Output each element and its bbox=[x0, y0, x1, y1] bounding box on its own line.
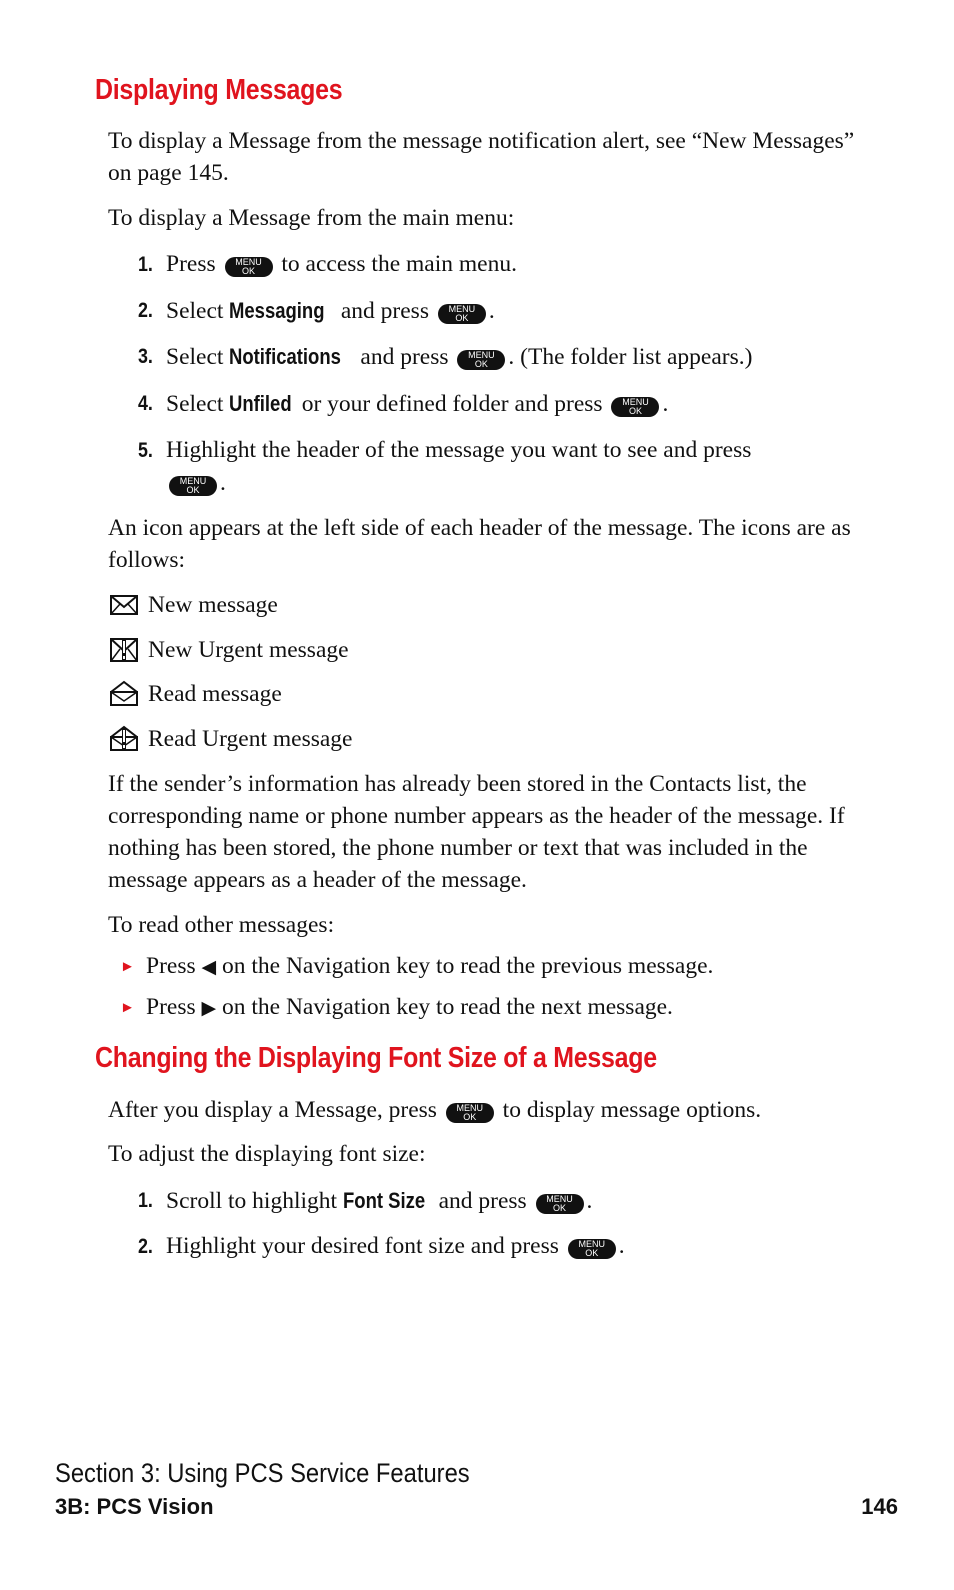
step-number: 3. bbox=[138, 345, 153, 368]
main-menu-intro: To display a Message from the main menu: bbox=[108, 205, 515, 231]
step-text: Select bbox=[166, 344, 224, 370]
icon-legend-read-message bbox=[108, 678, 282, 710]
icon-label: Read Urgent message bbox=[148, 725, 353, 752]
icon-legend-new-urgent-message bbox=[108, 634, 349, 666]
menu-ok-key-icon: MENU OK bbox=[536, 1194, 584, 1214]
envelope-open-icon bbox=[108, 680, 140, 708]
bullet-text: on the Navigation key to read the previous message. bbox=[222, 953, 714, 979]
para-text: to display message options. bbox=[502, 1097, 762, 1123]
icon-legend-read-urgent-message bbox=[108, 723, 352, 755]
nav-left-arrow-icon: ◀ bbox=[201, 957, 217, 978]
section-heading-font-size: Changing the Displaying Font Size of a Message bbox=[95, 1042, 657, 1074]
step-text: and press bbox=[360, 344, 449, 370]
envelope-open-urgent-icon bbox=[108, 725, 140, 753]
step-4 bbox=[138, 387, 838, 421]
bullet-text: Press bbox=[146, 994, 196, 1020]
menu-option-notifications: Notifications bbox=[229, 344, 342, 369]
envelope-closed-urgent-icon bbox=[108, 636, 140, 664]
menu-option-unfiled: Unfiled bbox=[229, 391, 292, 416]
nav-right-arrow-icon: ▶ bbox=[201, 998, 217, 1019]
step-text: . bbox=[488, 298, 495, 324]
intro-paragraph: To display a Message from the message notification alert, see “New Messages” on page 145. bbox=[108, 128, 855, 186]
step-number: 5. bbox=[138, 439, 153, 462]
after-display-paragraph bbox=[108, 1094, 868, 1126]
font-step-1 bbox=[138, 1184, 838, 1218]
step-text: . bbox=[662, 391, 669, 417]
sender-info-paragraph: If the sender’s information has already been stored in the Contacts list, the corresponding name or phone number appears as the header of the message. If nothing has been stored, the phone number or text that was included in the message appears as a header of the message. bbox=[108, 771, 845, 893]
step-text: Highlight your desired font size and press bbox=[166, 1233, 559, 1259]
footer-subsection: 3B: PCS Vision bbox=[55, 1494, 214, 1519]
menu-option-messaging: Messaging bbox=[229, 298, 325, 323]
menu-ok-key-icon: MENU OK bbox=[438, 304, 486, 324]
step-text: Scroll to highlight bbox=[166, 1188, 338, 1214]
menu-ok-key-icon: MENU OK bbox=[568, 1239, 616, 1259]
footer-section-title: Section 3: Using PCS Service Features bbox=[55, 1458, 470, 1488]
envelope-closed-icon bbox=[108, 591, 140, 619]
adjust-font-intro: To adjust the displaying font size: bbox=[108, 1141, 426, 1167]
step-text: or your defined folder and press bbox=[301, 391, 603, 417]
step-text: . (The folder list appears.) bbox=[508, 344, 753, 370]
menu-ok-key-icon: MENU OK bbox=[225, 257, 273, 277]
font-step-2 bbox=[138, 1230, 838, 1263]
step-3 bbox=[138, 340, 838, 374]
step-text: Press bbox=[166, 251, 216, 277]
menu-ok-key-icon: MENU OK bbox=[457, 350, 505, 370]
step-text: Select bbox=[166, 298, 224, 324]
bullet-arrow-icon: ► bbox=[120, 1000, 135, 1016]
step-1 bbox=[138, 248, 838, 281]
step-number: 1. bbox=[138, 1189, 153, 1212]
menu-option-font-size: Font Size bbox=[342, 1188, 426, 1213]
menu-ok-key-icon: MENU OK bbox=[446, 1103, 494, 1123]
menu-ok-key-icon: MENU OK bbox=[169, 476, 217, 496]
step-number: 2. bbox=[138, 299, 153, 322]
icon-legend-new-message bbox=[108, 589, 278, 621]
icon-label: New Urgent message bbox=[148, 636, 349, 663]
step-text: Select bbox=[166, 391, 224, 417]
section-heading-displaying-messages: Displaying Messages bbox=[95, 74, 343, 106]
step-number: 4. bbox=[138, 392, 153, 415]
step-text: . bbox=[586, 1188, 593, 1214]
step-number: 1. bbox=[138, 253, 153, 276]
step-text: . bbox=[618, 1233, 625, 1259]
bullet-text: Press bbox=[146, 953, 196, 979]
bullet-arrow-icon: ► bbox=[120, 959, 135, 975]
step-text: and press bbox=[340, 298, 429, 324]
step-text: and press bbox=[438, 1188, 527, 1214]
step-text: to access the main menu. bbox=[281, 251, 517, 277]
step-2 bbox=[138, 294, 838, 328]
page-number: 146 bbox=[861, 1494, 898, 1519]
bullet-next-message bbox=[120, 991, 880, 1025]
icon-label: Read message bbox=[148, 680, 282, 707]
bullet-previous-message bbox=[120, 950, 880, 984]
icons-intro: An icon appears at the left side of each header of the message. The icons are as follows: bbox=[108, 515, 851, 573]
read-other-intro: To read other messages: bbox=[108, 912, 335, 938]
menu-ok-key-icon: MENU OK bbox=[611, 397, 659, 417]
icon-label: New message bbox=[148, 591, 278, 618]
step-text: Highlight the header of the message you want to see and press bbox=[166, 437, 752, 463]
step-5 bbox=[138, 434, 838, 500]
step-number: 2. bbox=[138, 1235, 153, 1258]
step-text: . bbox=[220, 470, 226, 496]
bullet-text: on the Navigation key to read the next message. bbox=[222, 994, 673, 1020]
para-text: After you display a Message, press bbox=[108, 1097, 437, 1123]
